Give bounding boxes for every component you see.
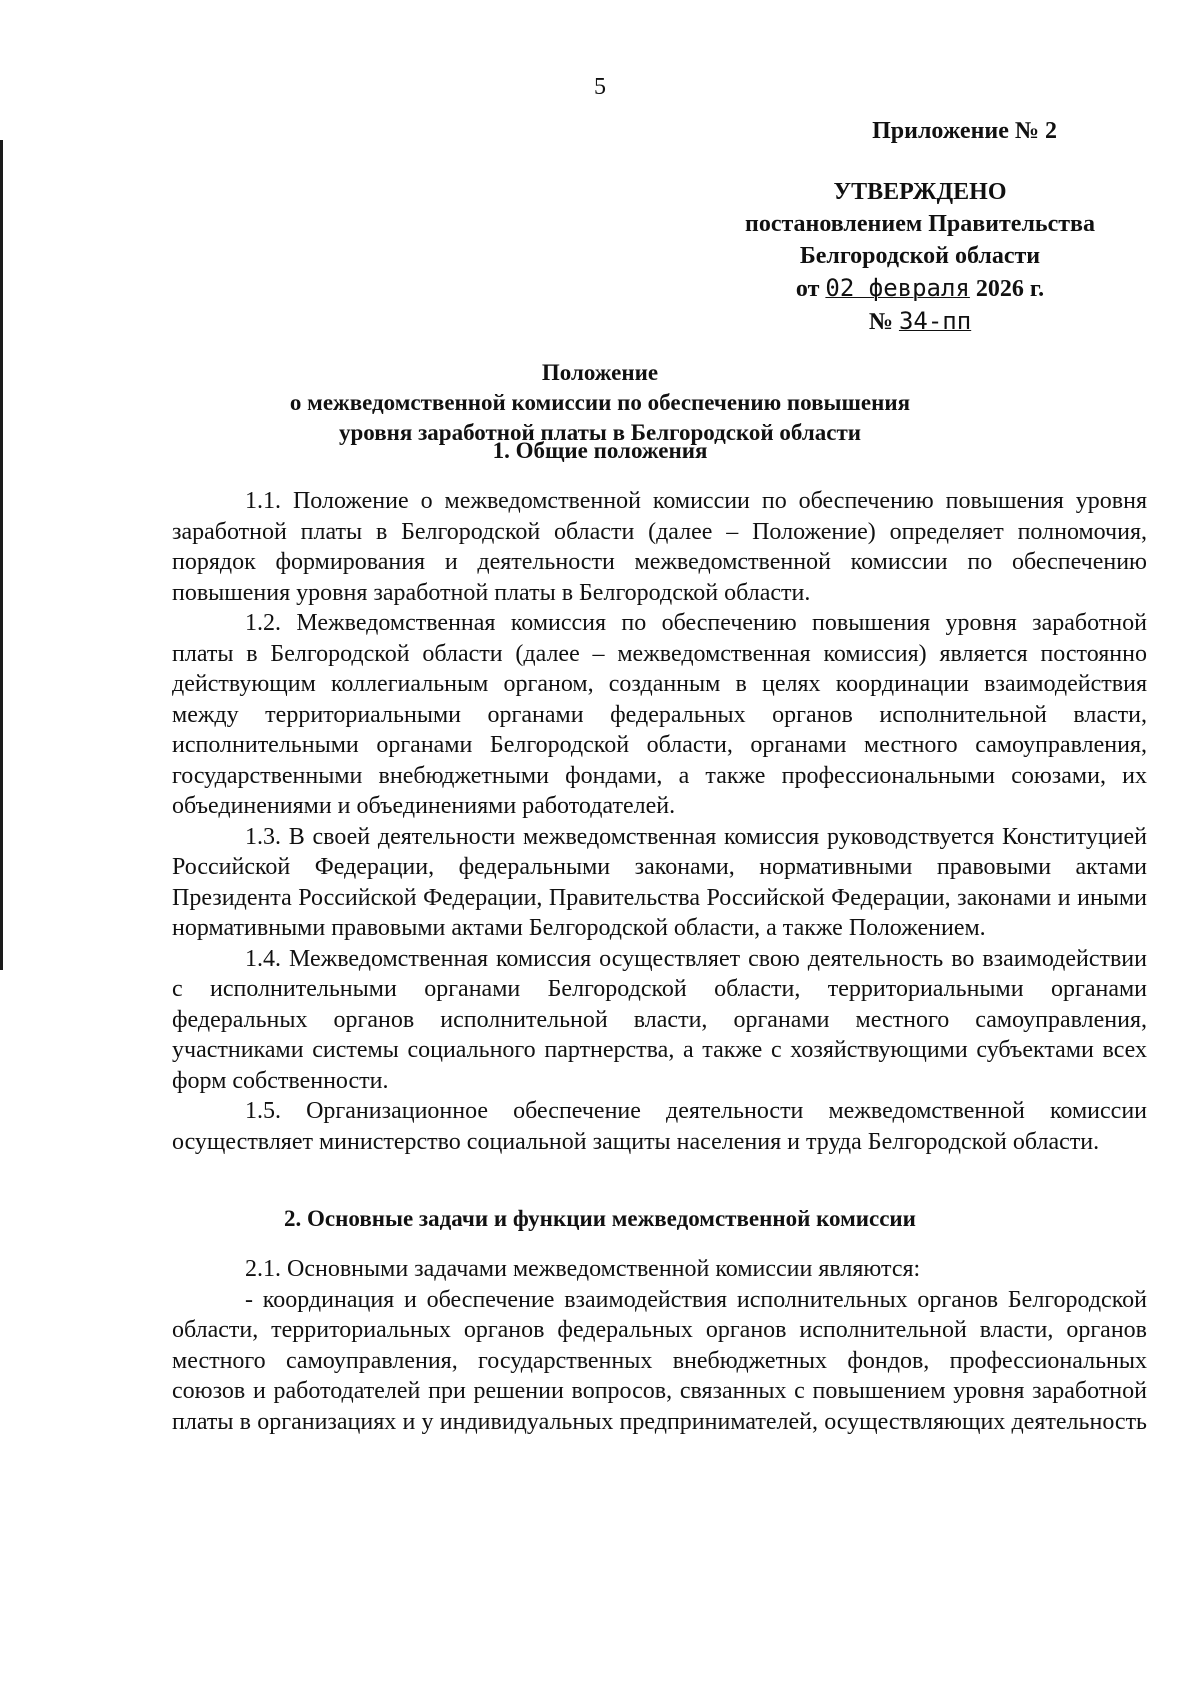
date-value: 02 февраля (825, 274, 970, 302)
section-1-body (172, 486, 1147, 1157)
approval-number-line (700, 305, 1140, 338)
paragraph-1-3: 1.3. В своей деятельности межведомственная комиссия руководствуется Конституцией Российской Федерации, федеральными законами, нормативными правовыми актами Президента Российской Федерации, Правительства Российской Федерации, законами и иными нормативными правовыми актами Белгородской области, а также Положением. (172, 823, 1147, 941)
section-1-heading: 1. Общие положения (492, 438, 708, 463)
paragraph-2-1: 2.1. Основными задачами межведомственной комиссии являются: (245, 1256, 921, 1282)
paragraph-1-1: 1.1. Положение о межведомственной комиссии по обеспечению повышения уровня заработной платы в Белгородской области (далее – Положение) определяет полномочия, порядок формирования и деятельности межведомственной комиссии по обеспечению повышения уровня заработной платы в Белгородской области. (172, 488, 1147, 606)
scan-edge-line (0, 140, 3, 970)
approval-stamp-block (700, 176, 1140, 338)
section-2-body (172, 1254, 1147, 1437)
paragraph-1-2: 1.2. Межведомственная комиссия по обеспечению повышения уровня заработной платы в Белгородской области (далее – межведомственная комиссия) является постоянно действующим коллегиальным органом, созданным в целях координации взаимодействия между территориальными органами федеральных органов исполнительной власти, исполнительными органами Белгородской области, органами местного самоуправления, государственными внебюджетными фондами, а также профессиональными союзами, их объединениями и объединениями работодателей. (172, 610, 1147, 819)
number-value: 34-пп (898, 307, 972, 335)
paragraph-2-1-item-1: - координация и обеспечение взаимодействия исполнительных органов Белгородской области, территориальных органов федеральных органов исполнительной власти, органов местного самоуправления, государственных внебюджетных фондов, профессиональных союзов и работодателей при решении вопросов, связанных с повышением уровня заработной платы в организациях и у индивидуальных предпринимателей, осуществляющих деятельность (172, 1286, 1147, 1435)
section-2-heading: 2. Основные задачи и функции межведомственной комиссии (284, 1206, 916, 1231)
date-prefix: от (795, 276, 820, 302)
title-line-2: о межведомственной комиссии по обеспечению повышения (289, 390, 911, 415)
approved-region: Белгородской области (799, 243, 1041, 269)
page-number: 5 (594, 74, 606, 100)
approval-date-line (700, 272, 1140, 305)
paragraph-1-4: 1.4. Межведомственная комиссия осуществляет свою деятельность во взаимодействии с исполнительными органами Белгородской области, территориальными органами федеральных органов исполнительной власти, органами местного самоуправления, участниками системы социального партнерства, а также с хозяйствующими субъектами всех форм собственности. (172, 945, 1147, 1094)
number-prefix: № (868, 309, 893, 335)
appendix-label: Приложение № 2 (872, 118, 1057, 144)
approved-heading: УТВЕРЖДЕНО (833, 179, 1007, 205)
approved-by: постановлением Правительства (744, 211, 1095, 237)
paragraph-1-5: 1.5. Организационное обеспечение деятельности межведомственной комиссии осуществляет министерство социальной защиты населения и труда Белгородской области. (172, 1098, 1147, 1155)
title-line-1: Положение (541, 360, 659, 385)
title-line-3: уровня заработной платы в Белгородской области (338, 420, 861, 445)
document-title (0, 358, 1200, 448)
date-year: 2026 г. (975, 276, 1045, 302)
